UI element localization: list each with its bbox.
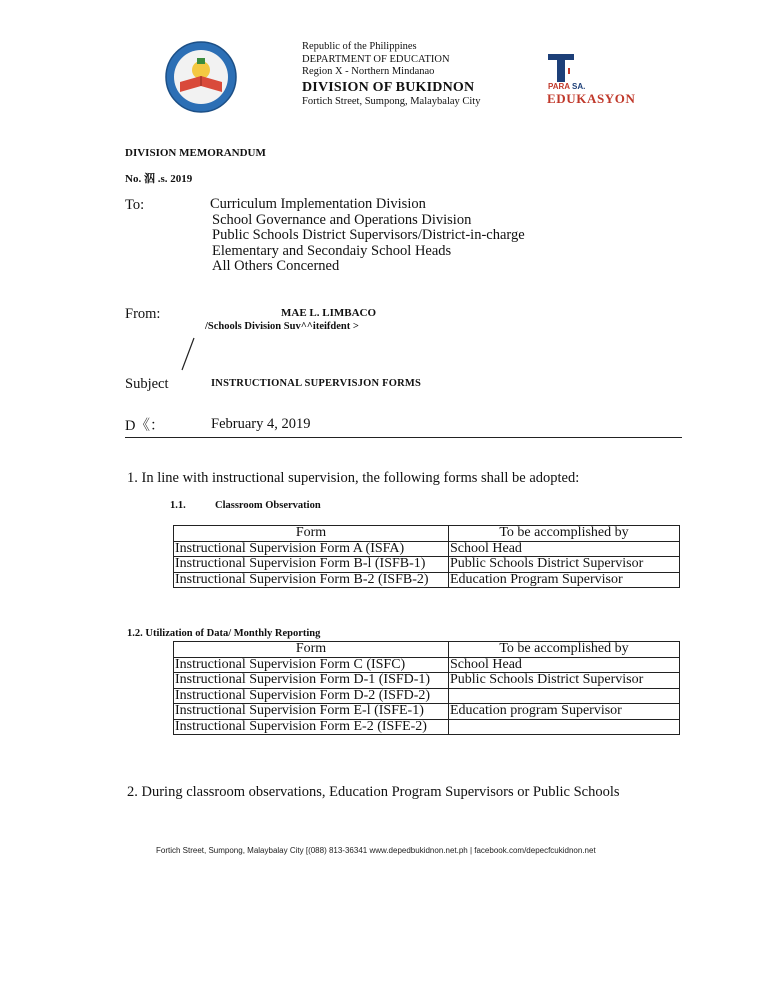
accomplisher-cell: Education program Supervisor	[449, 704, 680, 720]
recipient-item: Public Schools District Supervisors/District-in-charge	[212, 227, 525, 244]
column-header: To be accomplished by	[449, 526, 680, 542]
recipient-item: Curriculum Implementation Division	[210, 196, 426, 212]
section-1-2-heading: 1.2. Utilization of Data/ Monthly Reporting	[127, 628, 321, 639]
section-title: Classroom Observation	[215, 500, 321, 511]
republic-line: Republic of the Philippines	[302, 41, 417, 52]
accomplisher-cell	[449, 688, 680, 704]
subject-value: INSTRUCTIONAL SUPERVISJON FORMS	[211, 378, 422, 389]
recipient-item: All Others Concerned	[212, 258, 340, 275]
to-label: To:	[125, 197, 145, 213]
memo-number: No. 泅 .s. 2019	[125, 173, 193, 185]
logo-tagline: PARA SA.	[548, 82, 586, 91]
from-label: From:	[125, 306, 161, 322]
classroom-observation-table	[173, 525, 680, 588]
subject-label: Subject	[125, 376, 169, 392]
page-footer: Fortich Street, Sumpong, Malaybalay City [(088) 813-36341 www.depedbukidnon.net.ph | facebook.com/depecfcukidnon.net	[156, 846, 596, 855]
date-label: D《：	[125, 418, 165, 434]
accomplisher-cell	[449, 719, 680, 735]
accomplisher-cell: Public Schools District Supervisor	[449, 557, 680, 573]
form-cell: Instructional Supervision Form B-2 (ISFB-2)	[174, 572, 449, 588]
region-line: Region X - Northern Mindanao	[302, 66, 435, 77]
logo-word: EDUKASYON	[547, 91, 636, 106]
recipient-item: Elementary and Secondaiy School Heads	[212, 242, 452, 259]
division-name: DIVISION OF BUKIDNON	[302, 79, 475, 95]
data-utilization-table	[173, 641, 680, 735]
table-row	[174, 657, 680, 673]
table-header-row	[174, 642, 680, 658]
tara-logo-icon	[547, 52, 577, 84]
accomplisher-cell: School Head	[449, 657, 680, 673]
column-header: Form	[174, 526, 449, 542]
logo-tagline-para: PARA	[548, 82, 570, 91]
table-row	[174, 688, 680, 704]
column-header: To be accomplished by	[449, 642, 680, 658]
accomplisher-cell: Education Program Supervisor	[449, 572, 680, 588]
recipient-list	[212, 197, 525, 275]
sender-name: MAE L. LIMBACO	[281, 307, 377, 319]
form-cell: Instructional Supervision Form B-l (ISFB-1)	[174, 557, 449, 573]
paragraph-2: 2. During classroom observations, Education Program Supervisors or Public Schools	[127, 784, 620, 800]
sender-title: /Schools Division Suv^^iteifdent >	[205, 321, 359, 332]
division-address: Fortich Street, Sumpong, Malaybalay City	[302, 95, 481, 107]
department-line: DEPARTMENT OF EDUCATION	[302, 53, 450, 65]
table-row	[174, 541, 680, 557]
table-row	[174, 557, 680, 573]
column-header: Form	[174, 642, 449, 658]
paragraph-1: 1. In line with instructional supervision, the following forms shall be adopted:	[127, 470, 580, 486]
section-number: 1.1.	[170, 500, 186, 511]
form-cell: Instructional Supervision Form A (ISFA)	[174, 541, 449, 557]
signature-mark	[180, 337, 196, 371]
table-row	[174, 572, 680, 588]
form-cell: Instructional Supervision Form D-2 (ISFD-2)	[174, 688, 449, 704]
accomplisher-cell: School Head	[449, 541, 680, 557]
form-cell: Instructional Supervision Form D-1 (ISFD-1)	[174, 673, 449, 689]
memo-title: DIVISION MEMORANDUM	[125, 147, 266, 159]
logo-tagline-sa: SA	[572, 82, 584, 91]
section-1-1-heading	[170, 500, 321, 511]
header-divider	[125, 437, 682, 438]
date-value: February 4, 2019	[211, 416, 311, 432]
form-cell: Instructional Supervision Form C (ISFC)	[174, 657, 449, 673]
table-row	[174, 673, 680, 689]
recipient-item: School Governance and Operations Division	[212, 211, 472, 228]
table-header-row	[174, 526, 680, 542]
form-cell: Instructional Supervision Form E-2 (ISFE-2)	[174, 719, 449, 735]
form-cell: Instructional Supervision Form E-l (ISFE-1)	[174, 704, 449, 720]
table-row	[174, 719, 680, 735]
accomplisher-cell: Public Schools District Supervisor	[449, 673, 680, 689]
letterhead	[302, 41, 480, 108]
deped-seal-logo	[164, 40, 238, 114]
table-row	[174, 704, 680, 720]
